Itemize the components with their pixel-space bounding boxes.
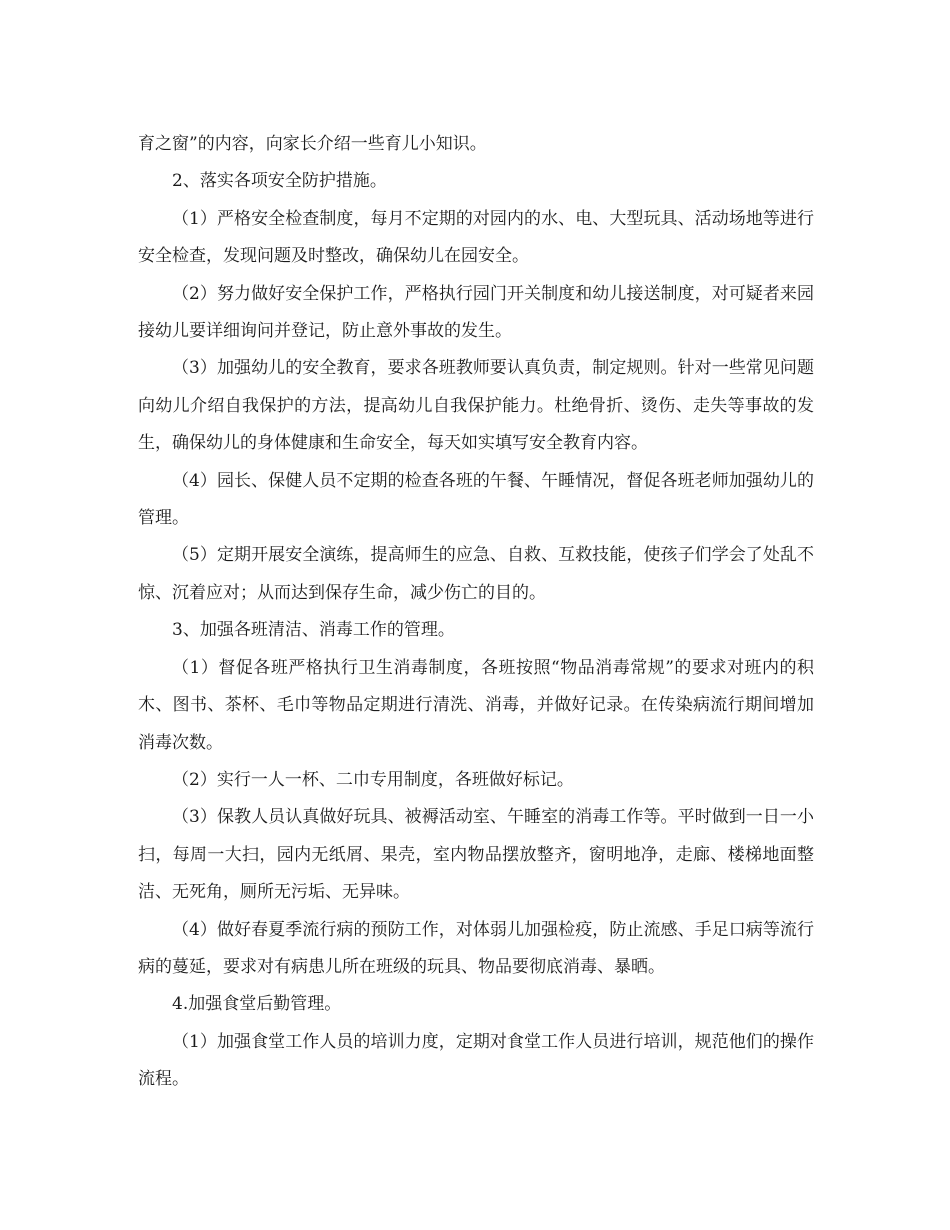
paragraph-12: （4）做好春夏季流行病的预防工作，对体弱儿加强检疫，防止流感、手足口病等流行病的蔓延，要求对有病患儿所在班级的玩具、物品要彻底消毒、暴晒。 xyxy=(138,919,814,977)
document-page xyxy=(138,126,814,1099)
heading-safety-measures: 2、落实各项安全防护措施。 xyxy=(172,171,387,192)
paragraph-7: （5）定期开展安全演练，提高师生的应急、自救、互救技能，使孩子们学会了处乱不惊、沉着应对；从而达到保存生命，减少伤亡的目的。 xyxy=(138,545,814,603)
paragraph-9: （1）督促各班严格执行卫生消毒制度，各班按照“物品消毒常规”的要求对班内的积木、图书、茶杯、毛巾等物品定期进行清洗、消毒，并做好记录。在传染病流行期间增加消毒次数。 xyxy=(138,657,814,753)
paragraph-1: 育之窗”的内容，向家长介绍一些育儿小知识。 xyxy=(138,134,487,154)
paragraph-10: （2）实行一人一杯、二巾专用制度，各班做好标记。 xyxy=(172,769,574,790)
paragraph-5: （3）加强幼儿的安全教育，要求各班教师要认真负责，制定规则。针对一些常见问题向幼儿介绍自我保护的方法，提高幼儿自我保护能力。杜绝骨折、烫伤、走失等事故的发生，确保幼儿的身体健康和生命安全，每天如实填写安全教育内容。 xyxy=(138,358,814,454)
heading-cleaning-disinfection: 3、加强各班清洁、消毒工作的管理。 xyxy=(172,620,455,641)
paragraph-14: （1）加强食堂工作人员的培训力度，定期对食堂工作人员进行培训，规范他们的操作流程。 xyxy=(138,1031,814,1090)
paragraph-11: （3）保教人员认真做好玩具、被褥活动室、午睡室的消毒工作等。平时做到一日一小扫，每周一大扫，园内无纸屑、果壳，室内物品摆放整齐，窗明地净，走廊、楼梯地面整洁、无死角，厕所无污垢、无异味。 xyxy=(138,807,814,903)
paragraph-6: （4）园长、保健人员不定期的检查各班的午餐、午睡情况，督促各班老师加强幼儿的管理。 xyxy=(138,470,814,529)
heading-canteen-management: 4.加强食堂后勤管理。 xyxy=(172,994,342,1015)
paragraph-3: （1）严格安全检查制度，每月不定期的对园内的水、电、大型玩具、活动场地等进行安全检查，发现问题及时整改，确保幼儿在园安全。 xyxy=(138,208,814,267)
paragraph-4: （2）努力做好安全保护工作，严格执行园门开关制度和幼儿接送制度，对可疑者来园接幼儿要详细询问并登记，防止意外事故的发生。 xyxy=(138,283,814,342)
